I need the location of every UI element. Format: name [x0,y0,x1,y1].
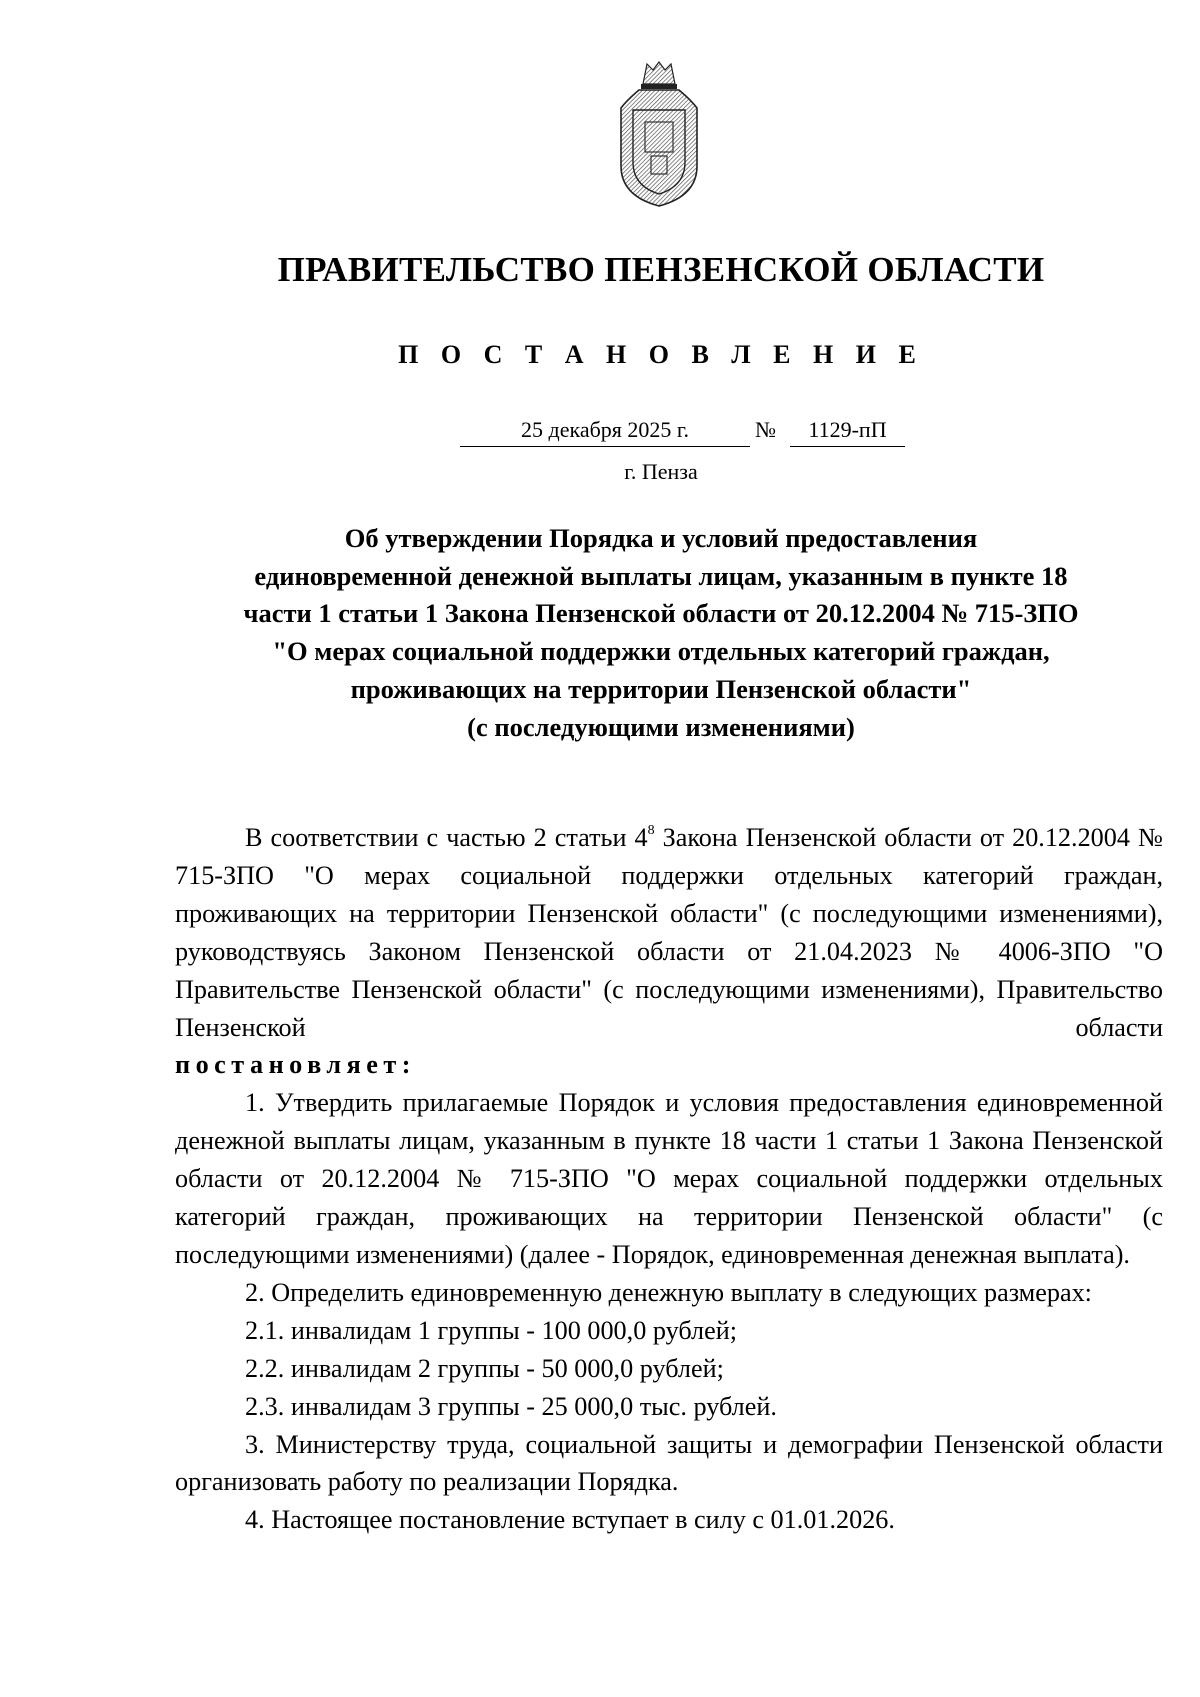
preamble-paragraph [175,819,1163,1046]
decree-word-paragraph [175,1046,1163,1084]
clause-3: 3. Министерству труда, социальной защиты и демографии Пензенской области организовать работу по реализации Порядка. [175,1429,1163,1497]
clause-2-3: 2.3. инвалидам 3 группы - 25 000,0 тыс. рублей. [245,1391,777,1421]
preamble-text-b: Закона Пензенской области от 20.12.2004 № 715-ЗПО "О мерах социальной поддержки отдельных категорий граждан, проживающих на территории Пензенской области" (с последующими изменениями), руководствуясь Законом Пензенской области от 21.04.2023 № 4006-ЗПО "О Правительстве Пензенской области" (с последующими изменениями), Правительство Пензенской области [175,823,1163,1042]
document-title [0,520,1200,746]
decree-word: постановляет: [175,1050,416,1080]
clause-2-1: 2.1. инвалидам 1 группы - 100 000,0 рублей; [245,1315,737,1345]
title-line: (с последующими изменениями) [467,711,855,742]
preamble-text-a: В соответствии с частью 2 статьи 4 [245,823,648,852]
clause-2: 2. Определить единовременную денежную выплату в следующих размерах: [245,1277,1092,1307]
article-superscript: 8 [647,823,655,838]
number-sign: № [755,417,776,442]
organization-name: ПРАВИТЕЛЬСТВО ПЕНЗЕНСКОЙ ОБЛАСТИ [277,250,1045,289]
document-type: П О С Т А Н О В Л Е Н И Е [398,340,924,369]
title-line: единовременной денежной выплаты лицам, указанным в пункте 18 [254,560,1068,591]
title-line: части 1 статьи 1 Закона Пензенской области от 20.12.2004 № 715-ЗПО [243,598,1079,629]
clause-1: 1. Утвердить прилагаемые Порядок и условия предоставления единовременной денежной выплаты лицам, указанным в пункте 18 части 1 статьи 1 Закона Пензенской области от 20.12.2004 № 715-ЗПО "О мерах социальной поддержки отдельных категорий граждан, проживающих на территории Пензенской области" (с последующими изменениями) (далее - Порядок, единовременная денежная выплата). [175,1088,1163,1269]
clause-4: 4. Настоящее постановление вступает в силу с 01.01.2026. [245,1505,895,1535]
document-body [175,819,1163,1539]
document-number: 1129-пП [790,413,905,447]
document-city: г. Пенза [624,459,698,484]
title-line: Об утверждении Порядка и условий предоставления [344,523,978,553]
document-date: 25 декабря 2025 г. [460,413,750,447]
coat-of-arms-emblem [617,60,701,208]
clause-2-2: 2.2. инвалидам 2 группы - 50 000,0 рублей; [245,1353,724,1383]
title-line: "О мерах социальной поддержки отдельных категорий граждан, [272,636,1050,667]
title-line: проживающих на территории Пензенской области" [350,673,972,704]
